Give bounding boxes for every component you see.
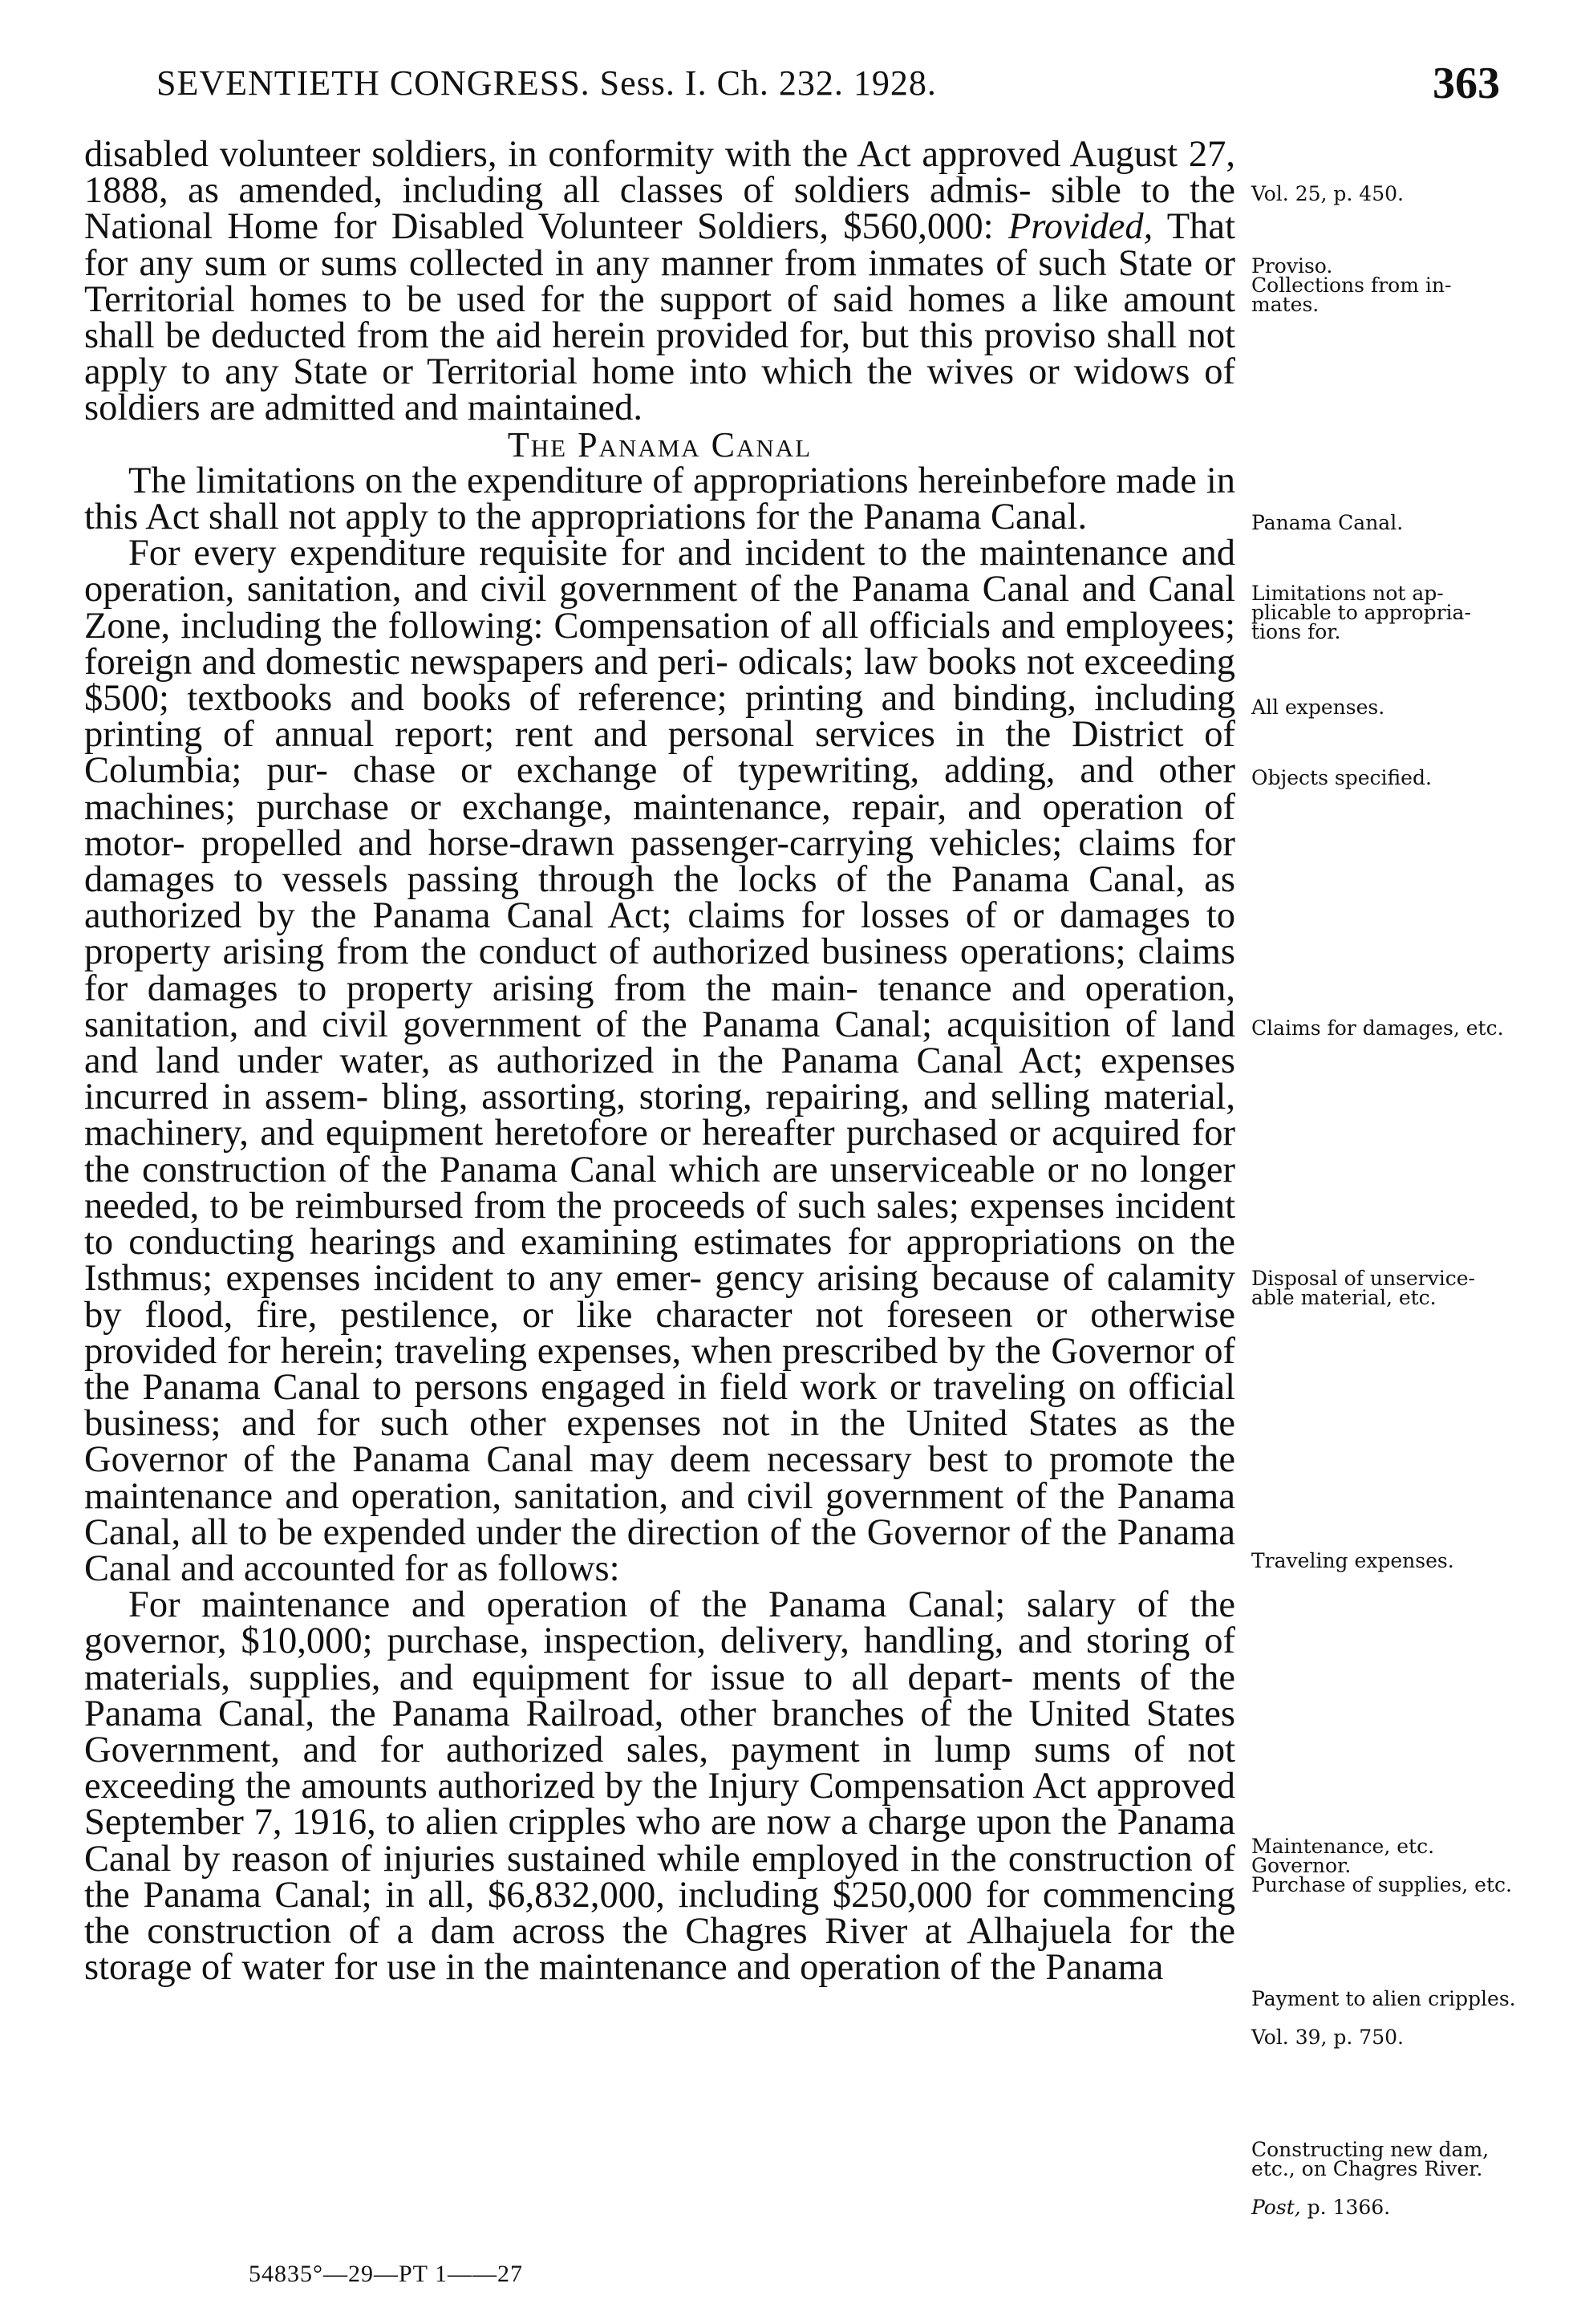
- margin-note-constructing: Constructing new dam, etc., on Chagres River.: [1251, 2138, 1490, 2180]
- margin-note-collections: Collections from in- mates.: [1251, 274, 1452, 316]
- margin-note-payment: Payment to alien cripples.: [1251, 1987, 1516, 2010]
- margin-note-post: [1251, 2198, 1524, 2217]
- margin-note-maintenance: Maintenance, etc.: [1251, 1835, 1435, 1858]
- post-ref: p. 1366.: [1307, 2196, 1391, 2219]
- main-text: [84, 134, 1235, 1989]
- paragraph-soldiers-homes: [84, 136, 1235, 427]
- paragraph-all-expenses: For every expenditure requisite for and incident to the maintenance and operation, sanitation, and civil government of the Panama Canal and Canal Zone, including the following: Compensation of all officials and employees; foreign and domestic newspapers and peri- odicals; law books not exceeding $500; textbooks and books of reference; printing and binding, including printing of annual report; rent and personal services in the District of Columbia; pur- chase or exchange of typewriting, adding, and other machines; purchase or exchange, maintenance, repair, and operation of motor- propelled and horse-drawn passenger-carrying vehicles; claims for damages to vessels passing through the locks of the Panama Canal, as authorized by the Panama Canal Act; claims for losses of or damages to property arising from the conduct of authorized business operations; claims for damages to property arising from the main- tenance and operation, sanitation, and civil government of the Panama Canal; acquisition of land and land under water, as authorized in the Panama Canal Act; expenses incurred in assem- bling, assorting, storing, repairing, and selling material, machinery, and equipment heretofore or hereafter purchased or acquired for the construction of the Panama Canal which are unserviceable or no longer needed, to be reimbursed from the proceeds of such sales; expenses incident to conducting hearings and examining estimates for appropriations on the Isthmus; expenses incident to any emer- gency arising because of calamity by flood, fire, pestilence, or like character not foreseen or otherwise provided for herein; traveling expenses, when prescribed by the Governor of the Panama Canal to persons engaged in field work or traveling on official business; and for such other expenses not in the United States as the Governor of the Panama Canal may deem necessary best to promote the maintenance and operation, sanitation, and civil government of the Panama Canal, all to be expended under the direction of the Governor of the Panama Canal and accounted for as follows:: [84, 533, 1235, 1589]
- margin-note-panama-canal: Panama Canal.: [1251, 511, 1404, 534]
- page-header: [156, 59, 1500, 119]
- post-word: Post,: [1251, 2196, 1301, 2219]
- section-title: The Panama Canal: [507, 424, 813, 464]
- provided-word: Provided,: [1007, 206, 1153, 248]
- margin-note-vol25: Vol. 25, p. 450.: [1251, 182, 1404, 205]
- margin-note-proviso: Proviso.: [1251, 254, 1333, 278]
- margin-note-objects: Objects specified.: [1251, 766, 1432, 789]
- paragraph-maintenance: For maintenance and operation of the Panama Canal; salary of the governor, $10,000; purchase, inspection, delivery, handling, and storing of materials, supplies, and equipment for issue to all depart- ments of the Panama Canal, the Panama Railroad, other branches of the United States Government, and for authorized sales, payment in lump sums of not exceeding the amounts authorized by the Injury Compensation Act approved September 7, 1916, to alien cripples who are now a charge upon the Panama Canal by reason of injuries sustained while employed in the construction of the Panama Canal; in all, $6,832,000, including $250,000 for commencing the construction of a dam across the Chagres River at Alhajuela for the storage of water for use in the maintenance and operation of the Panama: [84, 1584, 1235, 1989]
- printer-code: 54835°—29—PT 1——27: [249, 2261, 523, 2287]
- running-title: SEVENTIETH CONGRESS. Sess. I. Ch. 232. 1928.: [156, 63, 937, 103]
- paragraph-limitations: The limitations on the expenditure of appropriations hereinbefore made in this Act shall not apply to the appropriations for the Panama Canal.: [84, 460, 1235, 538]
- margin-note-disposal: Disposal of unservice- able material, etc.: [1251, 1267, 1475, 1309]
- margin-note-traveling: Traveling expenses.: [1251, 1549, 1454, 1572]
- paragraph-text: disabled volunteer soldiers, in conformity with the Act approved August 27, 1888, as amended, including all classes of soldiers admis- sible to the National Home for Disabled Volunteer Soldiers, $560,000:: [84, 134, 1235, 248]
- margin-note-limitations: Limitations not ap- plicable to appropria- tions for.: [1251, 582, 1471, 643]
- margin-note-governor: Governor.: [1251, 1854, 1352, 1877]
- margin-note-purchase: Purchase of supplies, etc.: [1251, 1873, 1512, 1896]
- margin-note-claims: Claims for damages, etc.: [1251, 1016, 1504, 1040]
- page-number: 363: [1433, 59, 1500, 108]
- margin-note-all-expenses: All expenses.: [1251, 696, 1385, 719]
- margin-note-vol39: Vol. 39, p. 750.: [1251, 2026, 1404, 2049]
- paragraph-text: That for any sum or sums collected in any manner from inmates of such State or Territorial homes to be used for the support of said homes a like amount shall be deducted from the aid herein provided for, but this proviso shall not apply to any State or Territorial home into which the wives or widows of soldiers are admitted and maintained.: [84, 206, 1235, 429]
